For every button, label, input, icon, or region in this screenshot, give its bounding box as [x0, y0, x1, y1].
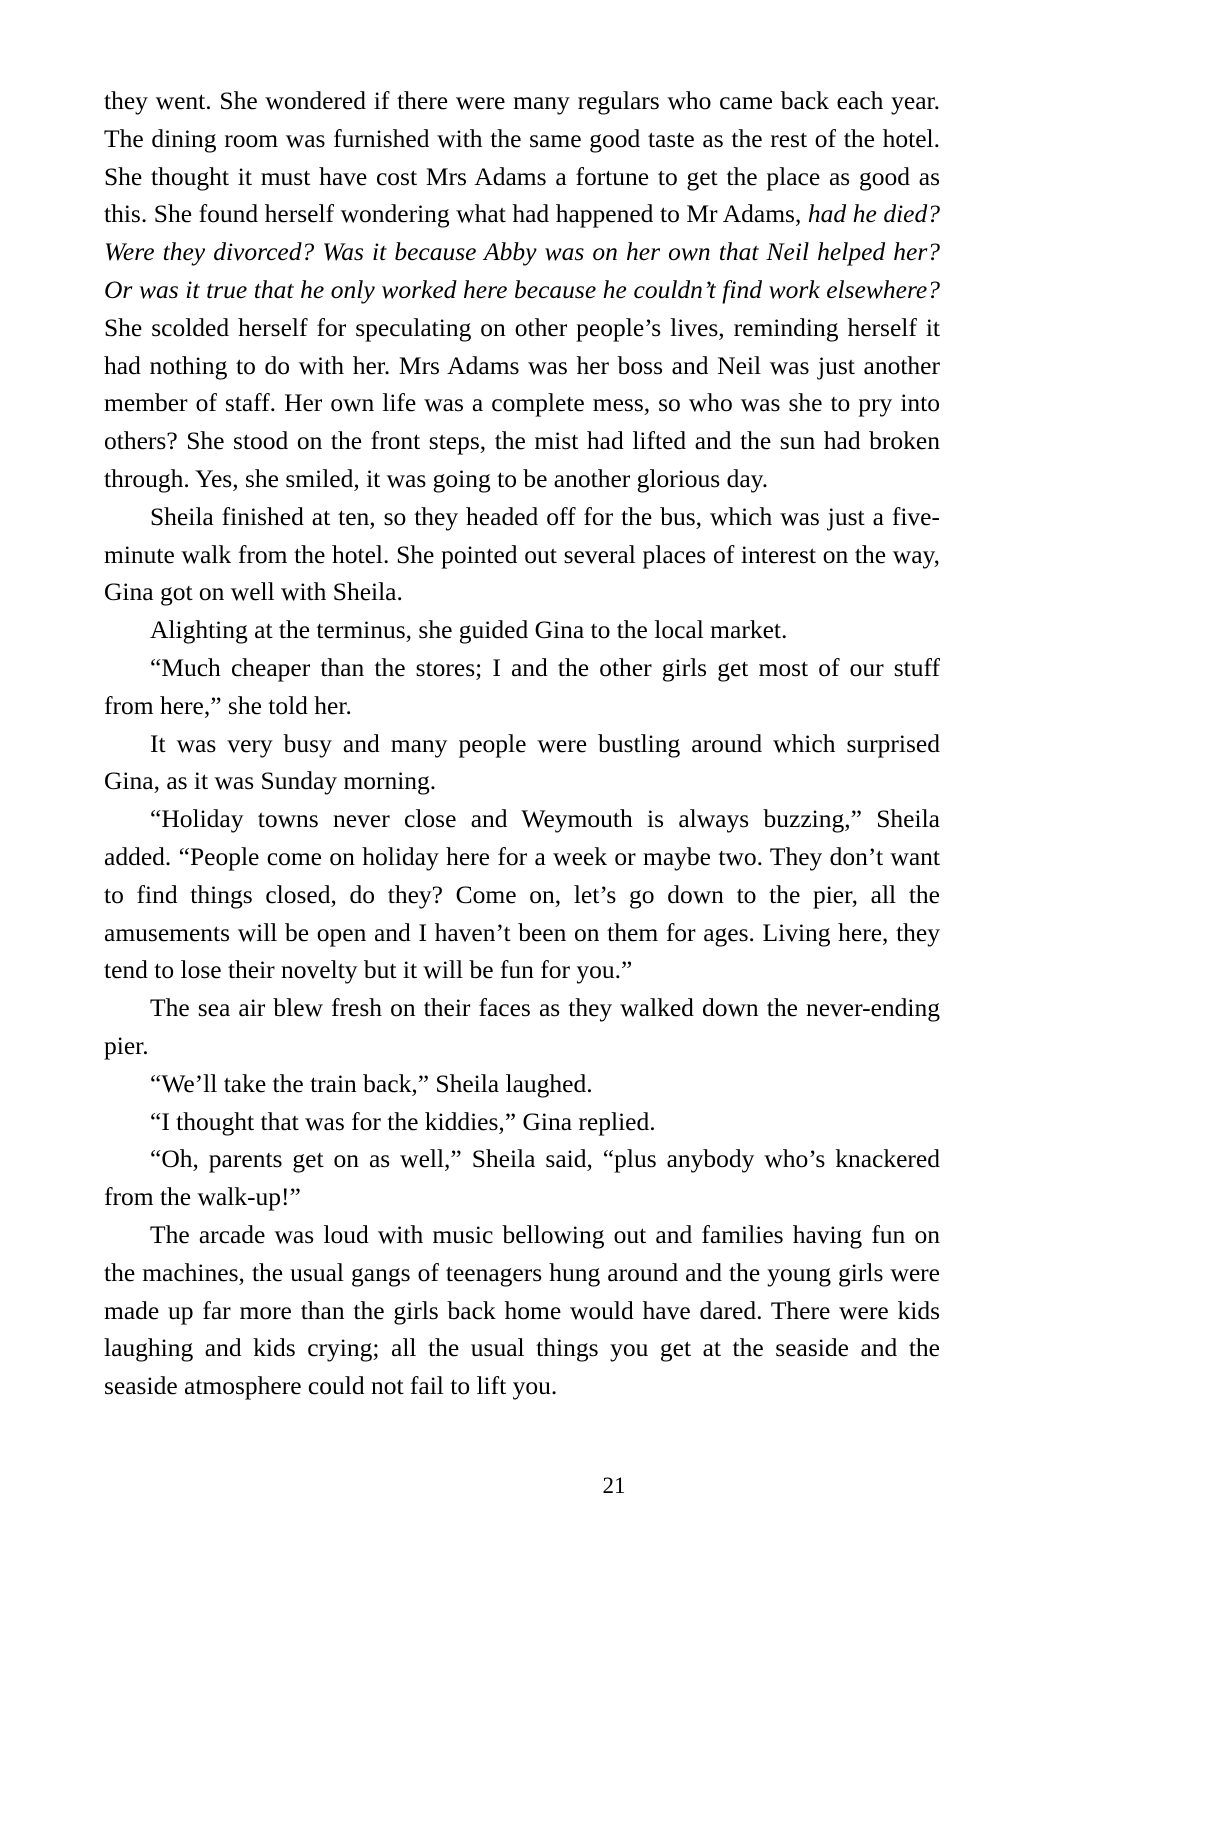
paragraph-continued	[104, 82, 940, 498]
paragraph-holiday-towns-dialogue: “Holiday towns never close and Weymouth is always buzzing,” Sheila added. “People come on holiday here for a week or maybe two. They don’t want to find things closed, do they? Come on, let’s go down to the pier, all the amusements will be open and I haven’t been on them for ages. Living here, they tend to lose their novelty but it will be fun for you.”	[104, 804, 940, 985]
paragraph-sheila-finished: Sheila finished at ten, so they headed off for the bus, which was just a five-minute walk from the hotel. She pointed out several places of interest on the way, Gina got on well with Sheila.	[104, 501, 940, 607]
paragraph-text-italic-inner-thought: had he died? Were they divorced? Was it because Abby was on her own that Neil helped her? Or was it true that he only worked here because he couldn’t find work elsewhere?	[104, 199, 940, 304]
paragraph-very-busy: It was very busy and many people were bustling around which surprised Gina, as it was Sunday morning.	[104, 728, 940, 796]
paragraph-train-back-dialogue: “We’ll take the train back,” Sheila laughed.	[150, 1068, 593, 1098]
body-text-column	[104, 82, 940, 1405]
paragraph-arcade: The arcade was loud with music bellowing out and families having fun on the machines, the usual gangs of teenagers hung around and the young girls were made up far more than the girls back home would have dared. There were kids laughing and kids crying; all the usual things you get at the seaside and the seaside atmosphere could not fail to lift you.	[104, 1219, 940, 1401]
paragraph-much-cheaper-dialogue: “Much cheaper than the stores; I and the other girls get most of our stuff from here,” she told her.	[104, 652, 940, 720]
paragraph-text-roman-lead: they went. She wondered if there were many regulars who came back each year. The dining room was furnished with the same good taste as the rest of the hotel. She thought it must have cost Mrs Adams a fortune to get the place as good as this. She found herself wondering what had happened to Mr Adams,	[104, 86, 940, 229]
paragraph-kiddies-dialogue: “I thought that was for the kiddies,” Gina replied.	[150, 1106, 656, 1136]
paragraph-sea-air: The sea air blew fresh on their faces as they walked down the never-ending pier.	[104, 993, 940, 1060]
paragraph-parents-dialogue: “Oh, parents get on as well,” Sheila said, “plus anybody who’s knackered from the walk-up!”	[104, 1144, 940, 1212]
paragraph-text-roman-tail: She scolded herself for speculating on other people’s lives, reminding herself it had nothing to do with her. Mrs Adams was her boss and Neil was just another member of staff. Her own life was a complete mess, so who was she to pry into others? She stood on the front steps, the mist had lifted and the sun had broken through. Yes, she smiled, it was going to be another glorious day.	[104, 312, 940, 493]
paragraph-alighting-terminus: Alighting at the terminus, she guided Gina to the local market.	[150, 615, 788, 645]
page-number-folio: 21	[602, 1473, 626, 1498]
